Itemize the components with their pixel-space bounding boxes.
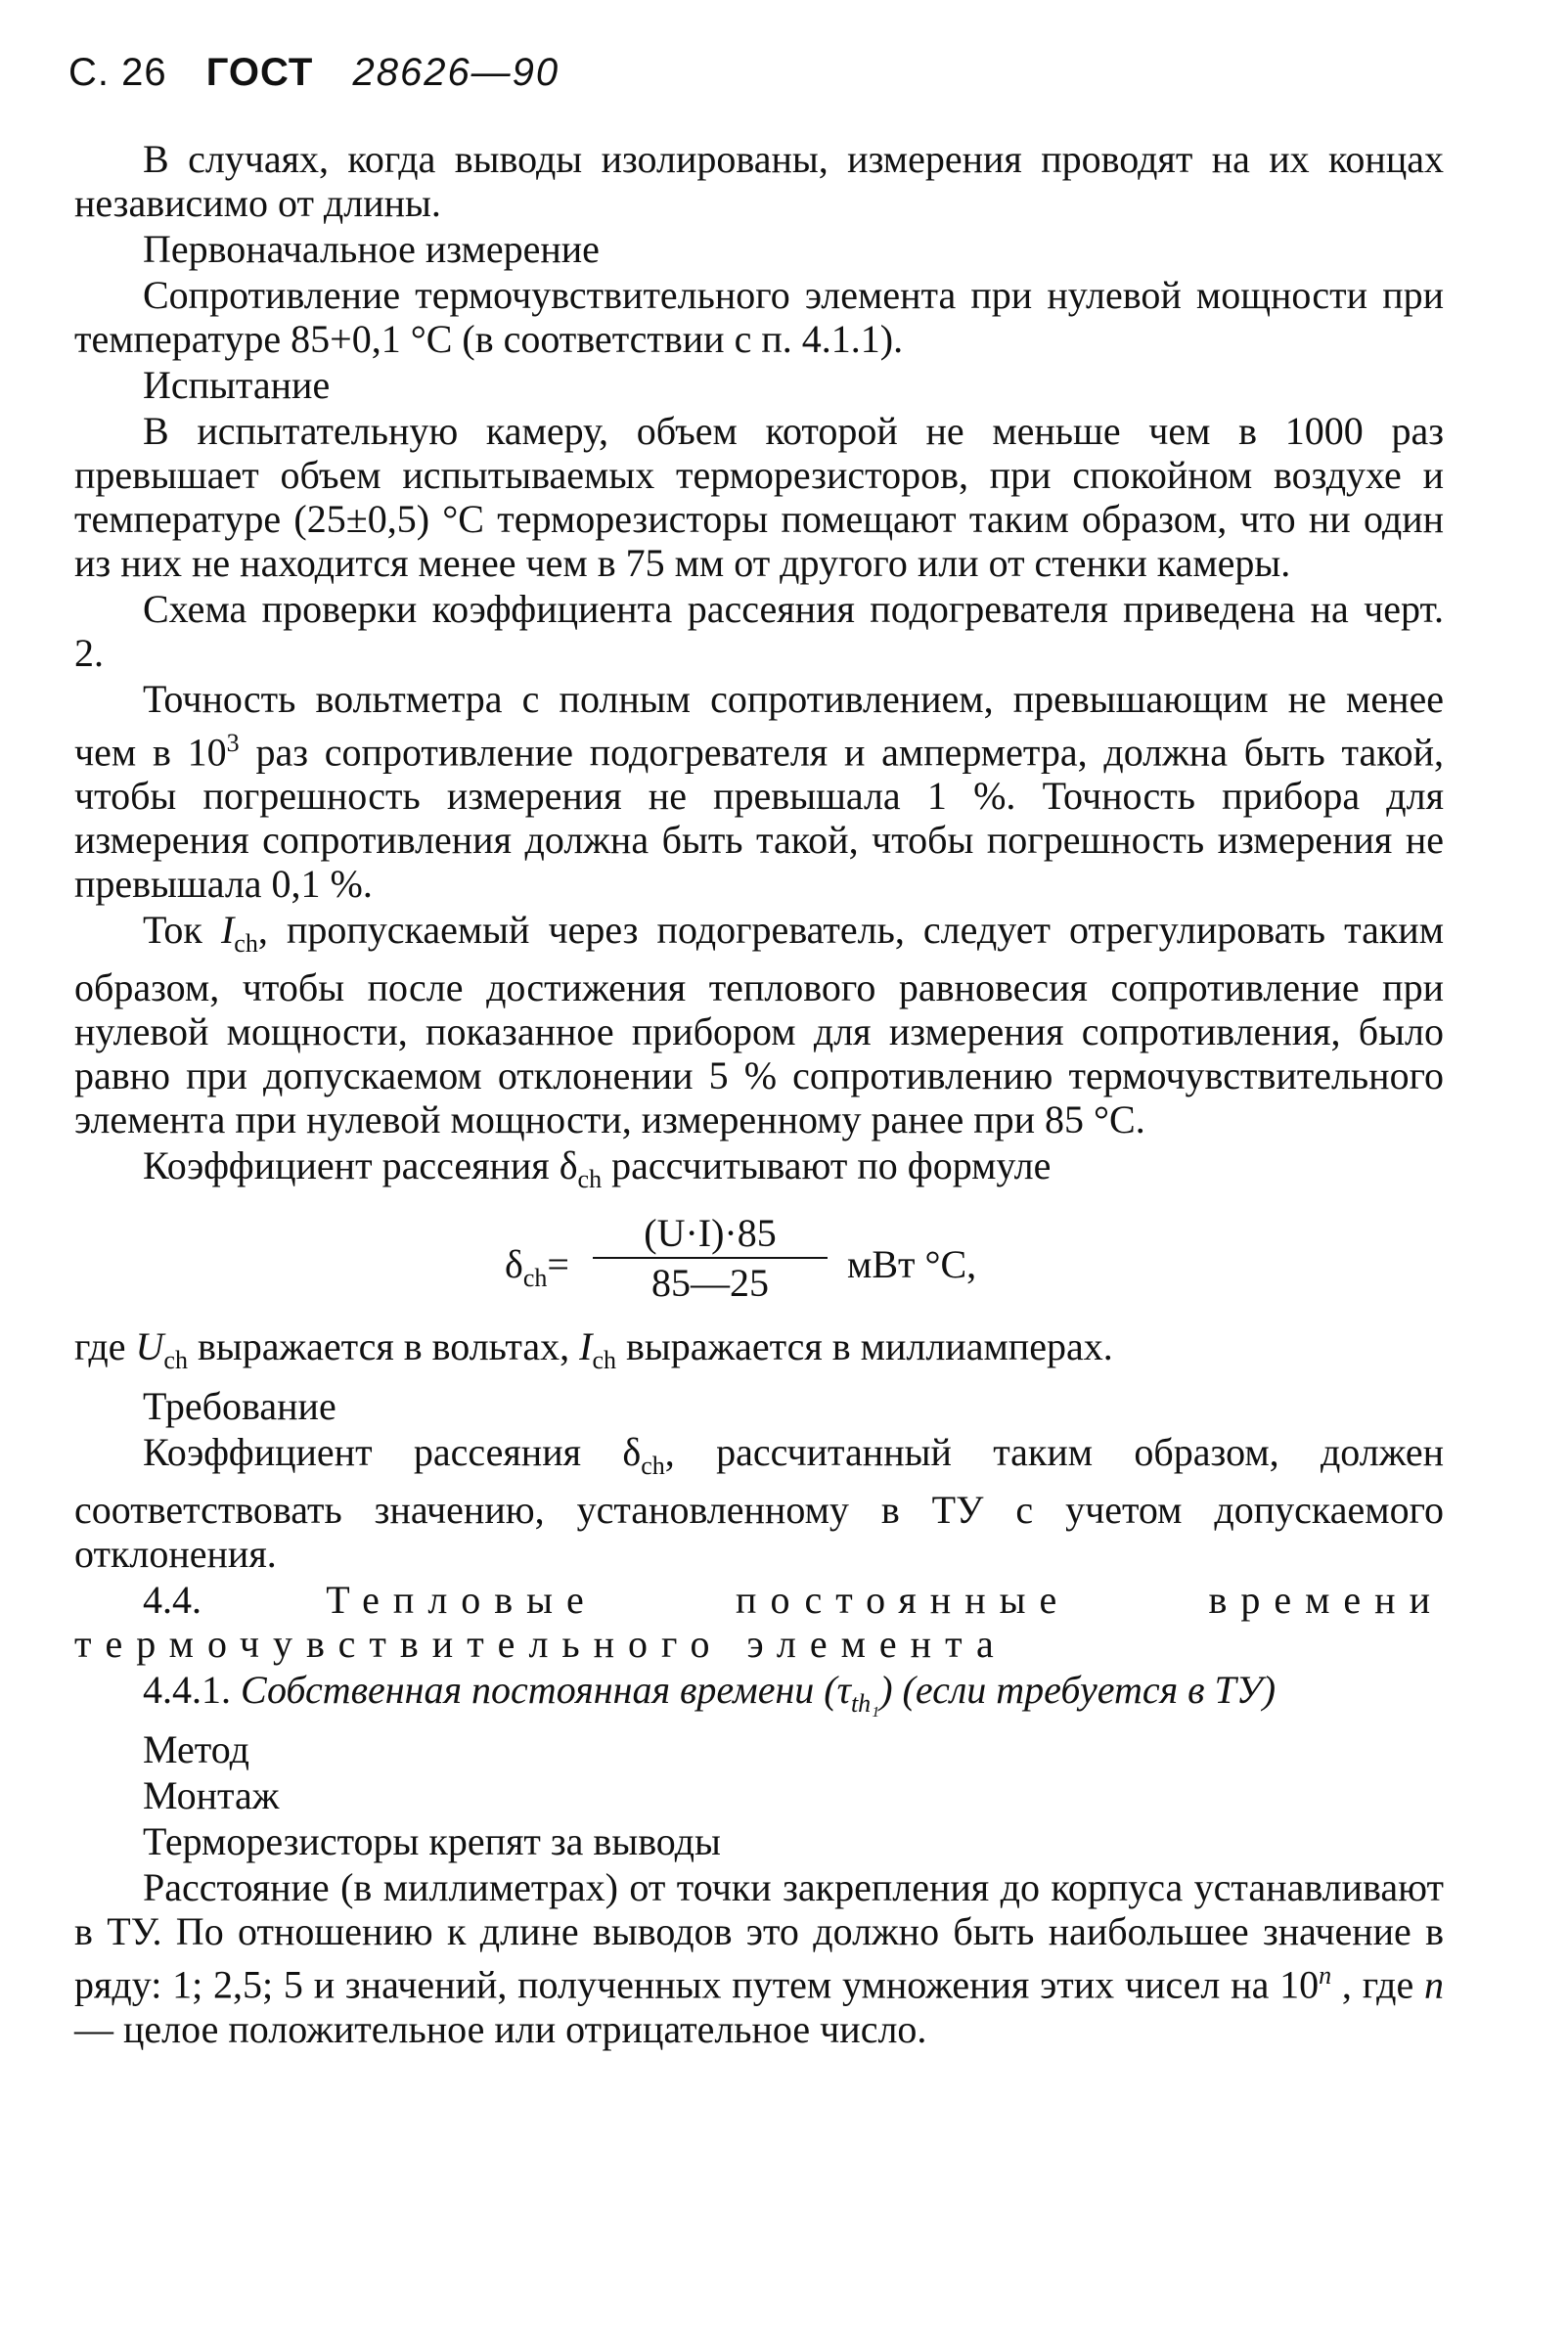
text-run: выражается в вольтах, [187, 1324, 580, 1369]
section-heading-4-4-1 [74, 1668, 1444, 1725]
subheading-test: Испытание [143, 363, 331, 407]
subheading-mounting: Монтаж [143, 1773, 280, 1818]
text-run: раз сопротивление подогревателя и амперметра, должна быть такой, чтобы погрешность измерения не превышала 1 %. Точность прибора для измерения сопротивления должна быть такой, чтобы погрешность измерения не превышала 0,1 %. [74, 730, 1444, 907]
paragraph: Терморезисторы крепят за выводы [143, 1819, 721, 1864]
paragraph-requirement [74, 1430, 1444, 1576]
paragraph: В случаях, когда выводы изолированы, измерения проводят на их концах независимо от длины. [74, 137, 1444, 225]
subscript: ch [592, 1346, 616, 1375]
formula-fraction [593, 1211, 828, 1305]
subscript: ch [163, 1346, 188, 1375]
text-run: ) (если требуется в ТУ) [879, 1668, 1277, 1713]
formula-lhs [505, 1242, 569, 1300]
symbol: τ [836, 1668, 851, 1713]
text-run: выражается в миллиамперах. [616, 1324, 1113, 1369]
text-run: рассчитывают по формуле [602, 1143, 1052, 1188]
subheading-method: Метод [143, 1727, 249, 1772]
text-run: Расстояние (в миллиметрах) от точки закрепления до корпуса устанавливают в ТУ. По отношению к длине выводов это должно быть наибольшее значение в ряду: 1; 2,5; 5 и значений, полученных путем умножения этих чисел на 10 [74, 1865, 1444, 2007]
section-number: 4.4. [143, 1578, 202, 1623]
page-header [68, 51, 560, 95]
text-run: , рассчитанный таким образом, должен соответствовать значению, установленному в ТУ с учетом допускаемого отклонения. [74, 1430, 1445, 1577]
symbol: I [579, 1324, 593, 1369]
equals-sign: = [547, 1242, 569, 1287]
text-run: Коэффициент рассеяния [143, 1430, 623, 1475]
paragraph: Сопротивление термочувствительного элемента при нулевой мощности при температуре 85+0,1 °С (в соответствии с п. 4.1.1). [74, 273, 1444, 361]
subheading-first-measurement: Первоначальное измерение [143, 227, 600, 271]
exponent: 3 [226, 729, 240, 757]
paragraph: В испытательную камеру, объем которой не меньше чем в 1000 раз превышает объем испытываемых терморезисторов, при спокойном воздухе и температуре (25±0,5) °С терморезисторы помещают таким образом, что ни один из них не находится менее чем в 75 мм от другого или от стенки камеры. [74, 409, 1444, 585]
page-number: С. 26 [68, 51, 167, 94]
text-run: Ток [143, 908, 221, 953]
paragraph-distance [74, 1865, 1444, 2050]
document-body [74, 137, 1444, 2053]
symbol: δ [622, 1430, 642, 1475]
formula-unit: мВт °С, [847, 1242, 977, 1287]
symbol: U [135, 1324, 164, 1369]
formula-numerator: (U·I)·85 [593, 1211, 828, 1259]
paragraph-coefficient-intro [74, 1143, 1444, 1201]
text-run: — целое положительное или отрицательное число. [74, 2006, 927, 2051]
text-run: где [74, 1324, 136, 1369]
subscript: ch [234, 929, 258, 959]
subscript: ch [641, 1452, 665, 1481]
paragraph-voltmeter-accuracy [74, 677, 1444, 906]
text-run: Собственная постоянная времени ( [241, 1668, 837, 1713]
subscript: ch [522, 1264, 548, 1293]
formula-denominator: 85—25 [651, 1261, 769, 1306]
paragraph-current [74, 908, 1444, 1141]
section-number: 4.4.1. [143, 1668, 231, 1713]
text-run: , пропускаемый через подогреватель, следует отрегулировать таким образом, чтобы после достижения теплового равновесия сопротивление при нулевой мощности, показанное прибором для измерения сопротивления, было равно при допускаемом отклонении 5 % сопротивлению термочувствительного элемента при нулевой мощности, измеренному ранее при 85 °С. [74, 908, 1445, 1142]
exponent: n [1319, 1961, 1332, 1991]
standard-number: 28626—90 [352, 51, 560, 94]
subheading-requirement: Требование [143, 1384, 336, 1429]
text-run: Точность вольтметра с полным сопротивлением, превышающим не менее чем в 10 [74, 677, 1444, 775]
text-run: , где [1331, 1962, 1424, 2007]
section-heading-4-4 [74, 1578, 1444, 1666]
symbol: δ [559, 1143, 578, 1188]
formula [74, 1203, 1444, 1320]
section-title: Тепловые постоянные времени термочувствительного элемента [74, 1578, 1444, 1667]
subscript: th₁ [850, 1689, 880, 1719]
paragraph: Схема проверки коэффициента рассеяния подогревателя приведена на черт. 2. [74, 587, 1444, 675]
symbol: I [220, 908, 235, 953]
standard-label: ГОСТ [205, 51, 314, 94]
symbol: n [1424, 1962, 1444, 2007]
subscript: ch [577, 1165, 603, 1194]
symbol: δ [505, 1242, 523, 1287]
text-run: Коэффициент рассеяния [143, 1143, 560, 1188]
paragraph-where [74, 1324, 1444, 1382]
